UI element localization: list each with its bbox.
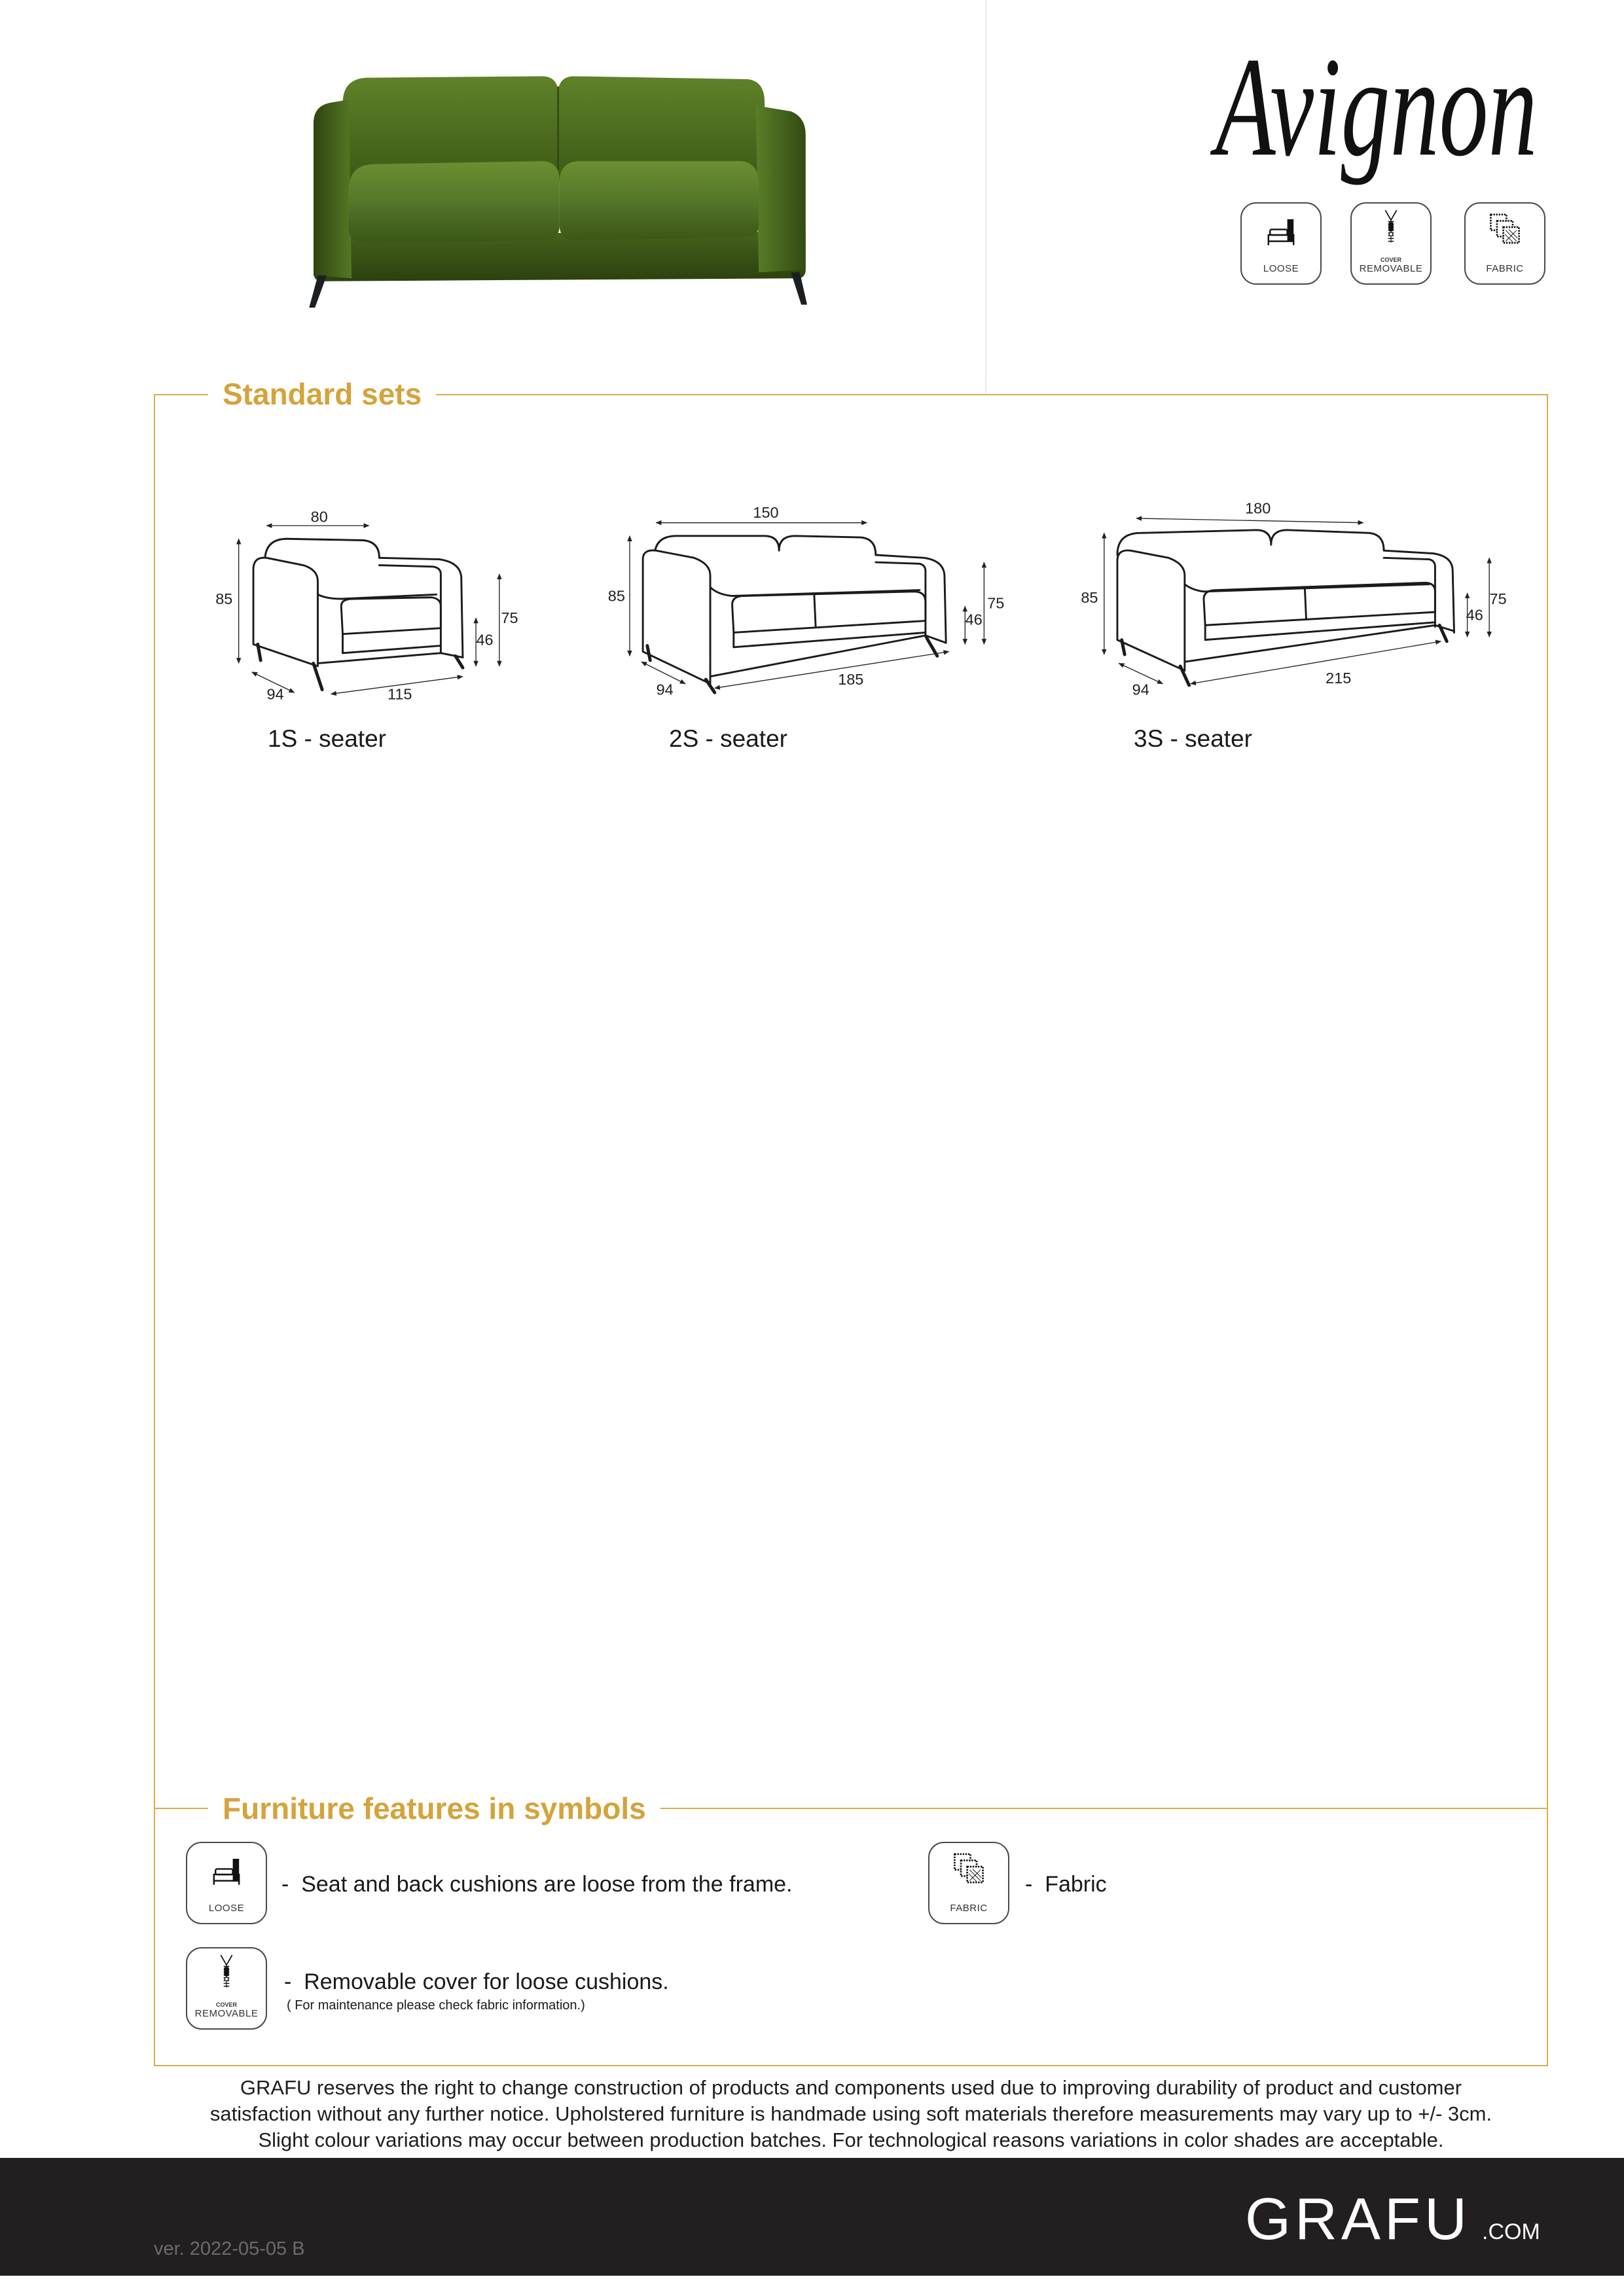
badge-label: REMOVABLE: [194, 2008, 259, 2019]
feature-text-cover-removable: - Removable cover for loose cushions.: [284, 1969, 669, 1994]
dim-line: [1136, 518, 1363, 523]
left-armrest-outline: [1117, 550, 1185, 671]
dim-line: [1191, 641, 1441, 684]
dim-arm: 75: [501, 609, 518, 627]
left-armrest-outline: [253, 558, 317, 666]
dim-seat-span: 150: [753, 503, 779, 521]
seat-front: [734, 632, 926, 647]
feature-badge-fabric: [928, 1842, 1009, 1924]
seat-split: [814, 594, 816, 626]
backrest-outline: [655, 536, 876, 556]
feature-text-fabric: - Fabric: [1025, 1872, 1107, 1897]
loose-icon: [203, 1851, 250, 1890]
badge-label: LOOSE: [208, 1903, 245, 1914]
dim-length: 185: [838, 671, 864, 689]
set-label-2s: 2S - seater: [669, 725, 787, 752]
backrest-outline: [265, 539, 379, 558]
sofa-outline-3s: [1117, 530, 1454, 685]
diagram-2s: [608, 504, 1005, 698]
badge-label: FABRIC: [950, 1903, 988, 1914]
dim-seat: 46: [965, 611, 983, 628]
sofa-outline-1s: [253, 539, 463, 689]
badge-label-small: COVER: [1380, 257, 1401, 263]
seat-split: [1305, 587, 1306, 619]
seat-cushion: [732, 592, 926, 633]
standard-sets-heading: Standard sets: [208, 374, 436, 414]
standard-sets-drawings: [0, 0, 1624, 851]
dim-seat: 46: [1466, 606, 1483, 624]
seat-cushion: [341, 598, 441, 634]
brand-logo: GRAFU: [1245, 2187, 1471, 2252]
disclaimer-line: Slight colour variations may occur between production batches. For technological reasons variations in color shades are acceptable.: [258, 2128, 1444, 2151]
badge-label: FABRIC: [1486, 263, 1524, 274]
sofa-outline-2s: [643, 536, 946, 692]
cover-removable-icon: [203, 1954, 250, 1989]
dim-length: 215: [1326, 669, 1352, 687]
feature-note-maintenance: ( For maintenance please check fabric information.): [287, 1998, 585, 2013]
disclaimer-line: satisfaction without any further notice. Upholstered furniture is handmade using soft materials therefore measurements may vary up to +/- 3cm.: [209, 2102, 1492, 2125]
dim-depth: 94: [1132, 681, 1149, 698]
diagram-3s: [1081, 499, 1506, 698]
dim-overall: 85: [1081, 588, 1098, 606]
dim-seat-span: 180: [1245, 499, 1271, 517]
dim-length: 115: [388, 685, 412, 703]
dim-depth: 94: [656, 681, 674, 698]
product-title: Avignon: [1216, 28, 1538, 187]
dim-overall: 85: [607, 587, 625, 605]
badge-label: REMOVABLE: [1359, 263, 1423, 274]
version-label: ver. 2022-05-05 B: [154, 2238, 305, 2259]
disclaimer-line: GRAFU reserves the right to change construction of products and components used due to improving durability of product and customer: [240, 2076, 1462, 2099]
leg: [314, 663, 322, 689]
feature-badge-loose: [186, 1842, 267, 1924]
brand-domain: .COM: [1482, 2219, 1540, 2244]
dim-overall: 85: [215, 590, 233, 607]
right-armrest-outline: [1384, 550, 1454, 632]
right-armrest-inner: [379, 565, 441, 653]
badge-label: LOOSE: [1263, 263, 1299, 274]
dim-arm: 75: [1489, 590, 1507, 607]
fabric-icon: [945, 1851, 992, 1890]
set-label-3s: 3S - seater: [1134, 725, 1252, 752]
dim-depth: 94: [266, 685, 284, 703]
dim-seat: 46: [476, 631, 494, 649]
seat-cushion: [1204, 583, 1435, 625]
diagram-1s: [215, 509, 518, 703]
right-armrest-inner: [1384, 558, 1435, 626]
base-line: [317, 653, 462, 664]
dim-seat-span: 80: [310, 508, 328, 526]
backrest-outline: [1117, 530, 1384, 555]
feature-text-loose: - Seat and back cushions are loose from the frame.: [281, 1872, 793, 1897]
left-armrest-outline: [643, 550, 710, 684]
right-armrest-outline: [379, 558, 463, 657]
right-armrest-outline: [876, 555, 946, 643]
set-label-1s: 1S - seater: [268, 725, 386, 752]
seat-front: [342, 634, 441, 653]
right-armrest-inner: [876, 562, 926, 637]
dim-arm: 75: [987, 594, 1005, 612]
features-heading: Furniture features in symbols: [208, 1789, 660, 1828]
feature-badge-cover-removable: [186, 1947, 267, 2030]
badge-label-small: COVER: [215, 2001, 237, 2008]
